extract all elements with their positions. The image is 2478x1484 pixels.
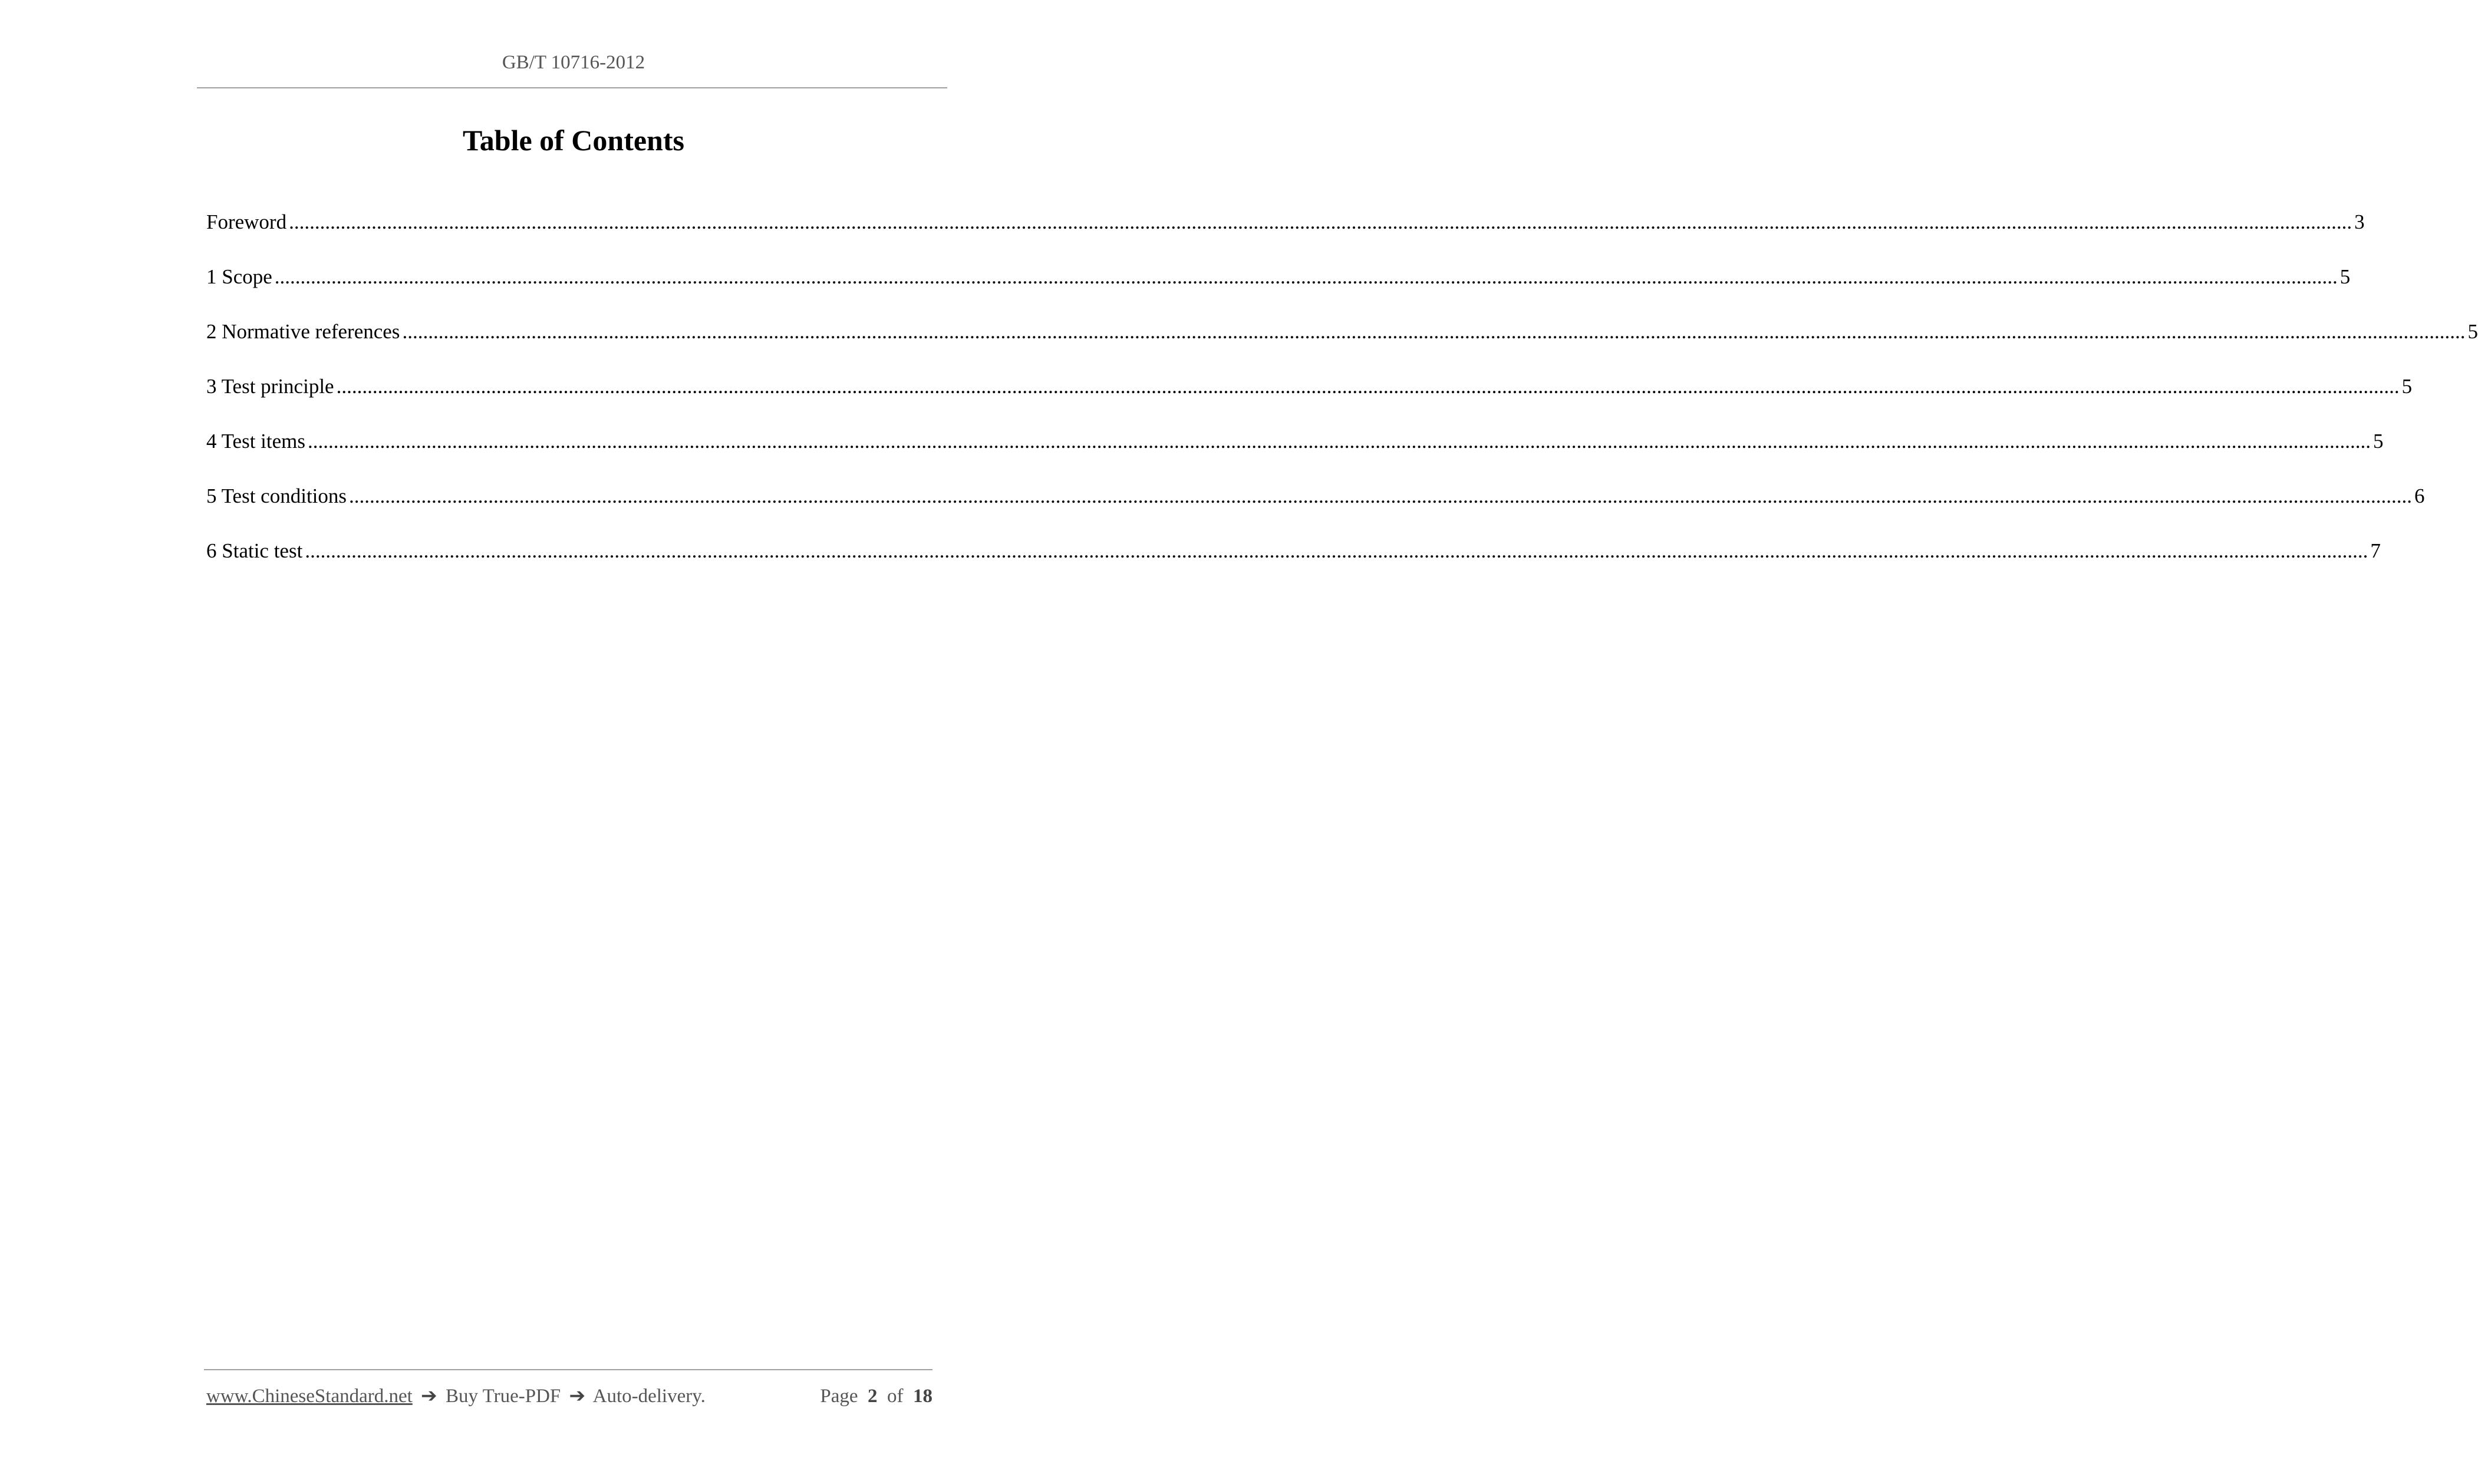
toc-entry-label: 3 Test principle xyxy=(206,375,334,398)
of-word: of xyxy=(887,1386,904,1407)
page-title: Table of Contents xyxy=(463,124,684,157)
footer-promo xyxy=(206,1384,706,1408)
site-link[interactable]: www.ChineseStandard.net xyxy=(206,1386,413,1407)
toc-entry-label: 4 Test items xyxy=(206,430,306,453)
toc-entry-page: 3 xyxy=(2354,210,2365,233)
right-arrow-icon: ➔ xyxy=(421,1386,437,1407)
toc-entry-label: Foreword xyxy=(206,210,287,233)
toc-entry-scope[interactable] xyxy=(206,265,2351,320)
right-arrow-icon: ➔ xyxy=(569,1386,586,1407)
toc-entry-label: 2 Normative references xyxy=(206,320,400,343)
toc-entry-label: 5 Test conditions xyxy=(206,484,347,507)
page-number xyxy=(820,1384,932,1408)
footer-step-delivery: Auto-delivery. xyxy=(592,1386,706,1407)
toc-entry-test-principle[interactable] xyxy=(206,375,2413,430)
toc-entry-foreword[interactable] xyxy=(206,210,2365,265)
header-standard-code: GB/T 10716-2012 xyxy=(502,52,645,73)
toc-dot-leader: ................................................................................................................................................................................................................................................................................................................................................................................................................ xyxy=(289,210,2352,233)
toc-entry-page: 7 xyxy=(2370,539,2381,562)
toc-dot-leader: ................................................................................................................................................................................................................................................................................................................................................................................................................ xyxy=(349,484,2413,507)
footer-step-buy: Buy True-PDF xyxy=(445,1386,561,1407)
toc-dot-leader: ................................................................................................................................................................................................................................................................................................................................................................................................................ xyxy=(305,539,2368,562)
toc-entry-page: 6 xyxy=(2414,484,2425,507)
toc-entry-page: 5 xyxy=(2339,265,2351,288)
header-divider xyxy=(197,87,947,88)
toc-entry-label: 1 Scope xyxy=(206,265,272,288)
page-total: 18 xyxy=(913,1386,932,1407)
toc-entry-page: 5 xyxy=(2467,320,2478,343)
page-current: 2 xyxy=(868,1386,878,1407)
footer-divider xyxy=(204,1369,932,1370)
toc-dot-leader: ................................................................................................................................................................................................................................................................................................................................................................................................................ xyxy=(336,375,2400,398)
toc-dot-leader: ................................................................................................................................................................................................................................................................................................................................................................................................................ xyxy=(308,430,2371,453)
toc-entry-normative-references[interactable] xyxy=(206,320,2478,375)
toc-entry-test-conditions[interactable] xyxy=(206,484,2425,539)
toc-entry-page: 5 xyxy=(2373,430,2384,453)
toc-entry-label: 6 Static test xyxy=(206,539,303,562)
page-footer xyxy=(206,1384,932,1408)
toc-dot-leader: ................................................................................................................................................................................................................................................................................................................................................................................................................ xyxy=(402,320,2466,343)
toc-dot-leader: ................................................................................................................................................................................................................................................................................................................................................................................................................ xyxy=(274,265,2338,288)
toc-entry-page: 5 xyxy=(2401,375,2413,398)
table-of-contents xyxy=(206,210,2478,594)
toc-entry-test-items[interactable] xyxy=(206,430,2384,484)
toc-entry-static-test[interactable] xyxy=(206,539,2381,594)
page-word: Page xyxy=(820,1386,858,1407)
